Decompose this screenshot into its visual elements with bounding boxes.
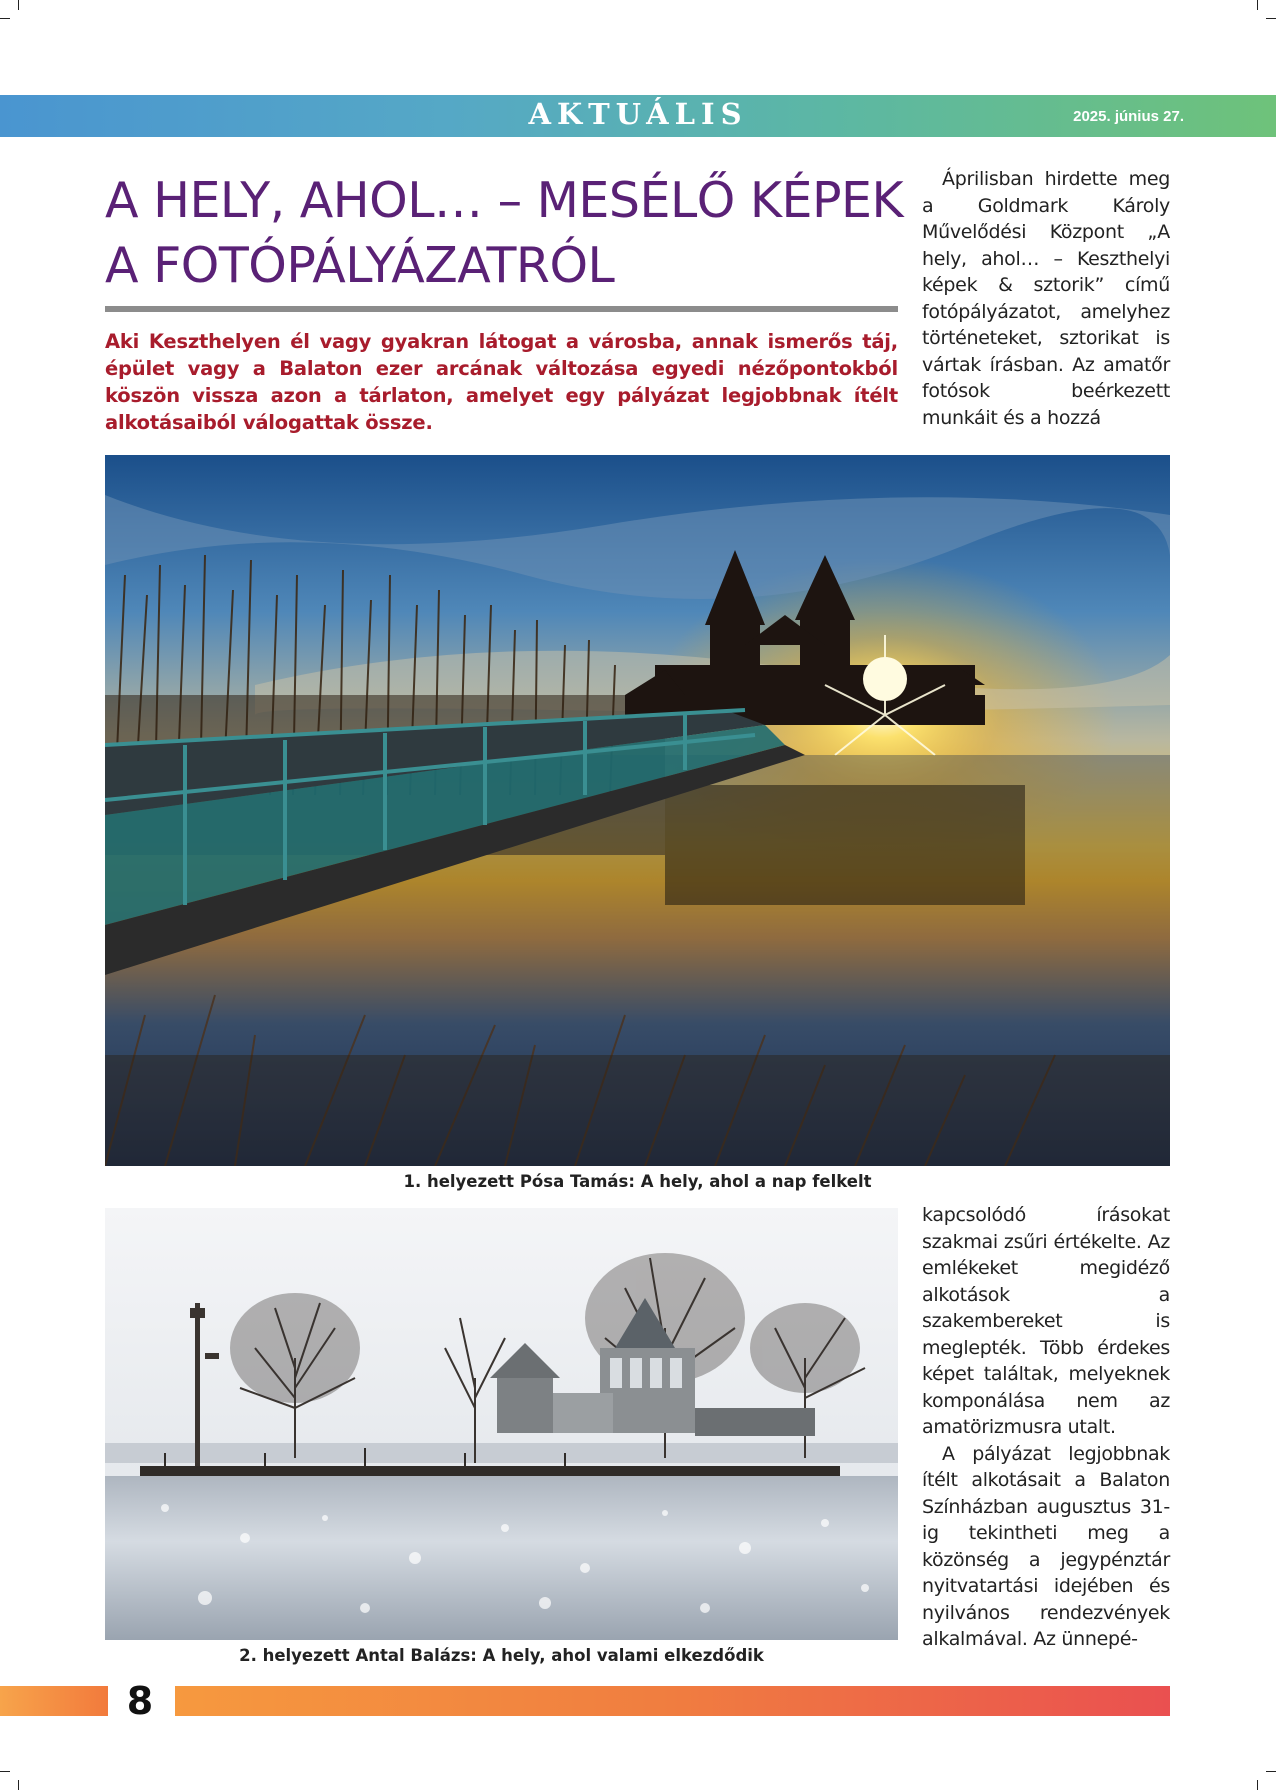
- crop-mark: [0, 1771, 10, 1772]
- article-title: A HELY, AHOL… – MESÉLŐ KÉPEK A FOTÓPÁLYÁZATRÓL: [105, 172, 904, 294]
- photo-winter-pier: [105, 1208, 898, 1640]
- crop-mark: [1257, 1780, 1258, 1790]
- crop-mark: [18, 0, 19, 10]
- crop-mark: [0, 18, 10, 19]
- page-number: 8: [126, 1679, 154, 1723]
- column-paragraph-2: A pályázat legjobbnak ítélt alkotásait a Balaton Színházban augusztus 31-ig tekintheti meg a közönség a jegypénztár nyitvatartási idejében és nyilvános rendezvények alkalmával. Az ünnepé-: [922, 1442, 1170, 1650]
- title-rule: [105, 306, 898, 312]
- photo-sunrise-pier: [105, 455, 1170, 1166]
- column-text-bottom: [922, 1202, 1170, 1653]
- issue-date: 2025. június 27.: [1073, 108, 1184, 125]
- crop-mark: [1257, 0, 1258, 10]
- crop-mark: [18, 1780, 19, 1790]
- section-title: AKTUÁLIS: [528, 97, 748, 131]
- article-lead: Aki Keszthelyen él vagy gyakran látogat a városba, annak ismerős táj, épület vagy a Balaton ezer arcának változása egyedi nézőpontokból köszön vissza azon a tárlaton, amelyet egy pályázat legjobbnak ítélt alkotásaiból válogattak össze.: [105, 330, 898, 434]
- crop-mark: [1266, 18, 1276, 19]
- column-text-top: Áprilisban hirdette meg a Goldmark Károly Művelődési Központ „A hely, ahol… – Keszthelyi képek & sztorik” című fotópályázatot, amelyhez történeteket, sztorikat is vártak írásban. Az amatőr fotósok beérkezett munkáit és a hozzá: [922, 168, 1170, 429]
- footer-bar-left: [0, 1686, 108, 1716]
- photo-caption-1: 1. helyezett Pósa Tamás: A hely, ahol a nap felkelt: [403, 1172, 872, 1191]
- photo-caption-2: 2. helyezett Antal Balázs: A hely, ahol valami elkezdődik: [239, 1646, 764, 1665]
- column-paragraph-1: kapcsolódó írásokat szakmai zsűri értékelte. Az emlékeket megidéző alkotások a szakembereket is meglepték. Több érdekes képet találtak, melyeknek komponálása nem az amatörizmusra utalt.: [922, 1204, 1170, 1438]
- footer-bar-right: [175, 1686, 1170, 1716]
- crop-mark: [1266, 1771, 1276, 1772]
